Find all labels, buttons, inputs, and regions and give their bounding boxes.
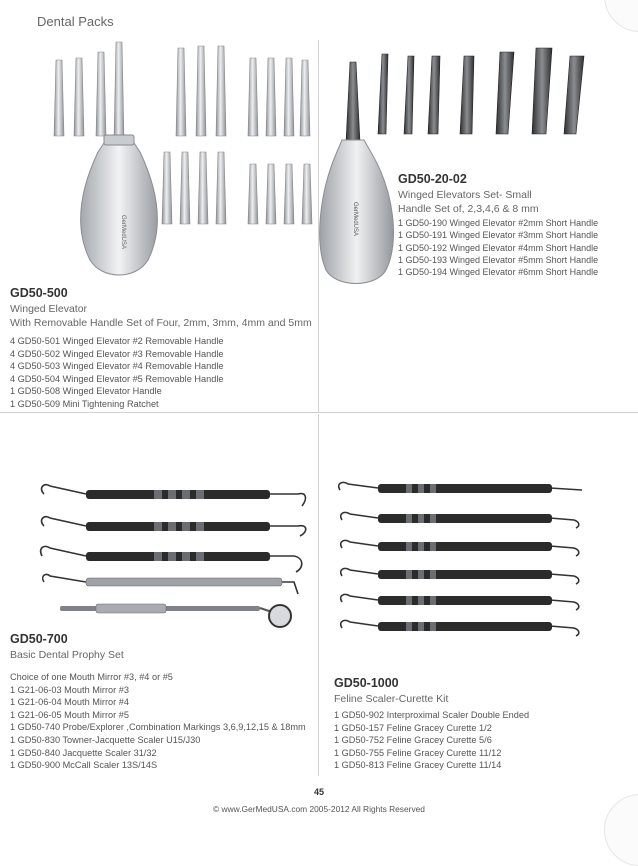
product-title: Winged Elevator (10, 303, 88, 315)
list-item: 1 GD50-840 Jacquette Scaler 31/32 (10, 747, 157, 758)
divider-vertical-top (318, 40, 319, 412)
list-item: 1 GD50-755 Feline Gracey Curette 11/12 (334, 747, 502, 758)
product-block-gd50-1000 (334, 676, 529, 772)
product-subtitle: Handle Set of, 2,3,4,6 & 8 mm (398, 203, 539, 215)
product-code: GD50-1000 (334, 676, 399, 690)
footer-copyright: © www.GerMedUSA.com 2005-2012 All Rights Reserved (213, 804, 425, 814)
list-item: 1 GD50-740 Probe/Explorer ,Combination Markings 3,6,9,12,15 & 18mm (10, 722, 306, 733)
product-subtitle: With Removable Handle Set of Four, 2mm, 3mm, 4mm and 5mm (10, 317, 312, 329)
product-code: GD50-500 (10, 286, 68, 300)
list-item: 1 GD50-192 Winged Elevator #4mm Short Handle (398, 242, 599, 253)
list-item: Choice of one Mouth Mirror #3, #4 or #5 (10, 672, 173, 682)
list-item: 1 GD50-813 Feline Gracey Curette 11/14 (334, 760, 502, 771)
list-item: 1 GD50-194 Winged Elevator #6mm Short Handle (398, 267, 599, 278)
list-item: 1 GD50-830 Towner-Jacquette Scaler U15/J30 (10, 734, 201, 745)
list-item: 1 GD50-900 McCall Scaler 13S/14S (10, 760, 158, 771)
page-number: 45 (313, 787, 324, 797)
list-item: 1 GD50-509 Mini Tightening Ratchet (10, 398, 159, 409)
product-title: Winged Elevators Set- Small (398, 189, 532, 201)
product-block-gd50-20-02 (398, 172, 598, 278)
list-item: 1 GD50-193 Winged Elevator #5mm Short Handle (398, 254, 599, 265)
list-item: 1 GD50-902 Interproximal Scaler Double Ended (334, 710, 530, 720)
product-code: GD50-20-02 (398, 172, 467, 186)
divider-horizontal (0, 412, 638, 413)
list-item: 4 GD50-504 Winged Elevator #5 Removable Handle (10, 373, 224, 384)
product-title: Feline Scaler-Curette Kit (334, 693, 449, 705)
svg-text:GerMedUSA: GerMedUSA (352, 202, 358, 237)
list-item: 4 GD50-501 Winged Elevator #2 Removable Handle (10, 336, 224, 346)
page-corner-ornament-top (604, 0, 638, 32)
instrument-handles (60, 490, 282, 613)
list-item: 4 GD50-502 Winged Elevator #3 Removable Handle (10, 348, 224, 359)
list-item: 1 GD50-157 Feline Gracey Curette 1/2 (334, 722, 492, 733)
list-item: 1 G21-06-04 Mouth Mirror #4 (10, 697, 129, 708)
product-code: GD50-700 (10, 632, 68, 646)
feline-scaler-kit-image (336, 470, 596, 640)
product-item-list (334, 709, 529, 772)
divider-vertical-bottom (318, 414, 319, 776)
product-block-gd50-500 (10, 286, 312, 411)
svg-text:GerMedUSA: GerMedUSA (120, 215, 126, 250)
product-item-list (10, 671, 306, 772)
list-item: 1 G21-06-05 Mouth Mirror #5 (10, 709, 129, 720)
product-title: Basic Dental Prophy Set (10, 649, 124, 661)
list-item: 4 GD50-503 Winged Elevator #4 Removable Handle (10, 361, 224, 372)
list-item: 1 GD50-190 Winged Elevator #2mm Short Handle (398, 218, 599, 228)
list-item: 1 GD50-191 Winged Elevator #3mm Short Handle (398, 230, 599, 241)
list-item: 1 GD50-752 Feline Gracey Curette 5/6 (334, 735, 492, 746)
page-header-title: Dental Packs (37, 14, 114, 29)
product-item-list (398, 217, 598, 278)
list-item: 1 GD50-508 Winged Elevator Handle (10, 386, 162, 397)
product-item-list (10, 335, 312, 411)
product-block-gd50-700 (10, 632, 306, 772)
list-item: 1 G21-06-03 Mouth Mirror #3 (10, 684, 129, 695)
winged-elevator-set-image (40, 40, 315, 285)
prophy-set-image (36, 478, 316, 628)
